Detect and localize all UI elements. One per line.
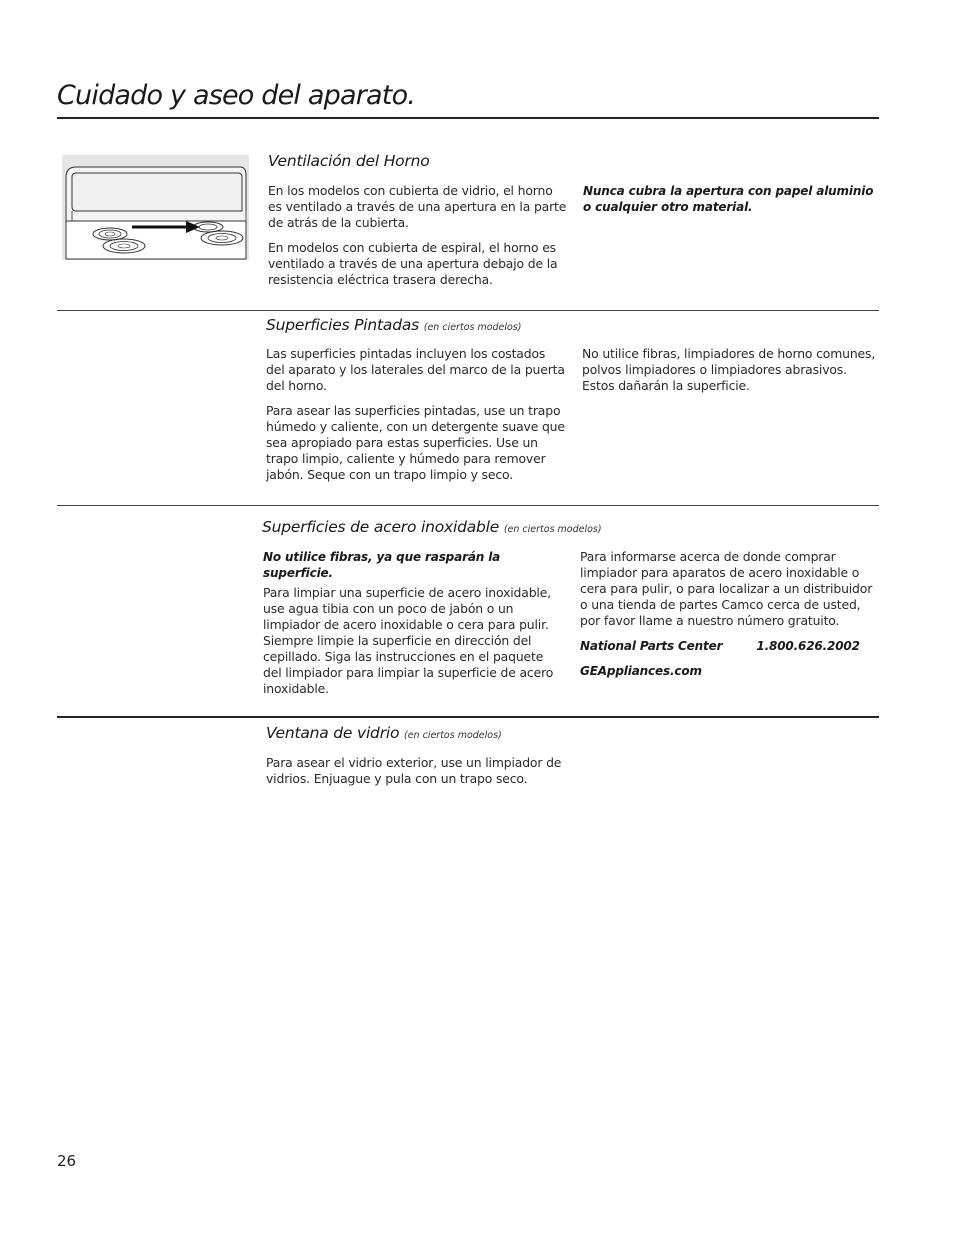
paragraph: Para informarse acerca de donde comprar limpiador para aparatos de acero inoxidable o cera para pulir, o para localizar a un distribuidor o una tienda de partes Camco cerca de usted, por favor llame a nuestro número gratuito. <box>580 549 873 628</box>
page-title: Cuidado y aseo del aparato. <box>57 80 416 111</box>
parts-center-contact <box>580 638 880 654</box>
pintadas-left-column <box>266 346 566 492</box>
section-divider <box>57 716 879 718</box>
range-cooktop-illustration <box>62 155 249 260</box>
paragraph: Para asear las superficies pintadas, use un trapo húmedo y caliente, con un detergente suave que sea apropiado para estas superficies. Use un trapo limpio, caliente y húmedo para remover jabón. Seque con un trapo limpio y seco. <box>266 403 565 482</box>
title-divider <box>57 117 879 119</box>
section-divider <box>57 505 879 506</box>
ventana-left-column <box>266 755 566 796</box>
website-text: GEAppliances.com <box>580 664 702 678</box>
section-title-ventilacion: Ventilación del Horno <box>268 152 430 170</box>
section-title-ventana-vidrio: Ventana de vidrio (en ciertos modelos) <box>266 724 502 742</box>
paragraph: No utilice fibras, limpiadores de horno comunes, polvos limpiadores o limpiadores abrasivos. Estos dañarán la superficie. <box>582 346 876 393</box>
page-number: 26 <box>57 1152 77 1170</box>
paragraph: Para asear el vidrio exterior, use un limpiador de vidrios. Enjuague y pula con un trapo seco. <box>266 755 562 786</box>
paragraph: En los modelos con cubierta de vidrio, el horno es ventilado a través de una apertura en la parte de atrás de la cubierta. <box>268 183 567 230</box>
section-title-acero-inoxidable: Superficies de acero inoxidable (en ciertos modelos) <box>262 518 602 536</box>
pintadas-right-column <box>582 346 877 403</box>
warning-text: No utilice fibras, ya que rasparán la superficie. <box>263 550 501 580</box>
paragraph: Las superficies pintadas incluyen los costados del aparato y los laterales del marco de la puerta del horno. <box>266 346 565 393</box>
ventilacion-right-column <box>583 183 878 224</box>
parts-center-name: National Parts Center <box>580 639 723 653</box>
ventilacion-left-column <box>268 183 568 297</box>
section-note: (en ciertos modelos) <box>423 322 522 333</box>
acero-left-column <box>263 549 565 706</box>
acero-right-column <box>580 549 880 688</box>
paragraph: En modelos con cubierta de espiral, el horno es ventilado a través de una apertura debajo de la resistencia eléctrica trasera derecha. <box>268 240 558 287</box>
section-note: (en ciertos modelos) <box>503 524 602 535</box>
parts-center-phone: 1.800.626.2002 <box>756 639 860 653</box>
paragraph: Para limpiar una superficie de acero inoxidable, use agua tibia con un poco de jabón o un limpiador de acero inoxidable o cera para pulir. Siempre limpie la superficie en dirección del cepillado. Siga las instrucciones en el paquete del limpiador para limpiar la superficie de acero inoxidable. <box>263 585 554 696</box>
section-divider <box>57 310 879 311</box>
section-title-superficies-pintadas: Superficies Pintadas (en ciertos modelos) <box>266 316 522 334</box>
section-note: (en ciertos modelos) <box>404 730 502 741</box>
warning-text: Nunca cubra la apertura con papel aluminio o cualquier otro material. <box>583 184 874 214</box>
